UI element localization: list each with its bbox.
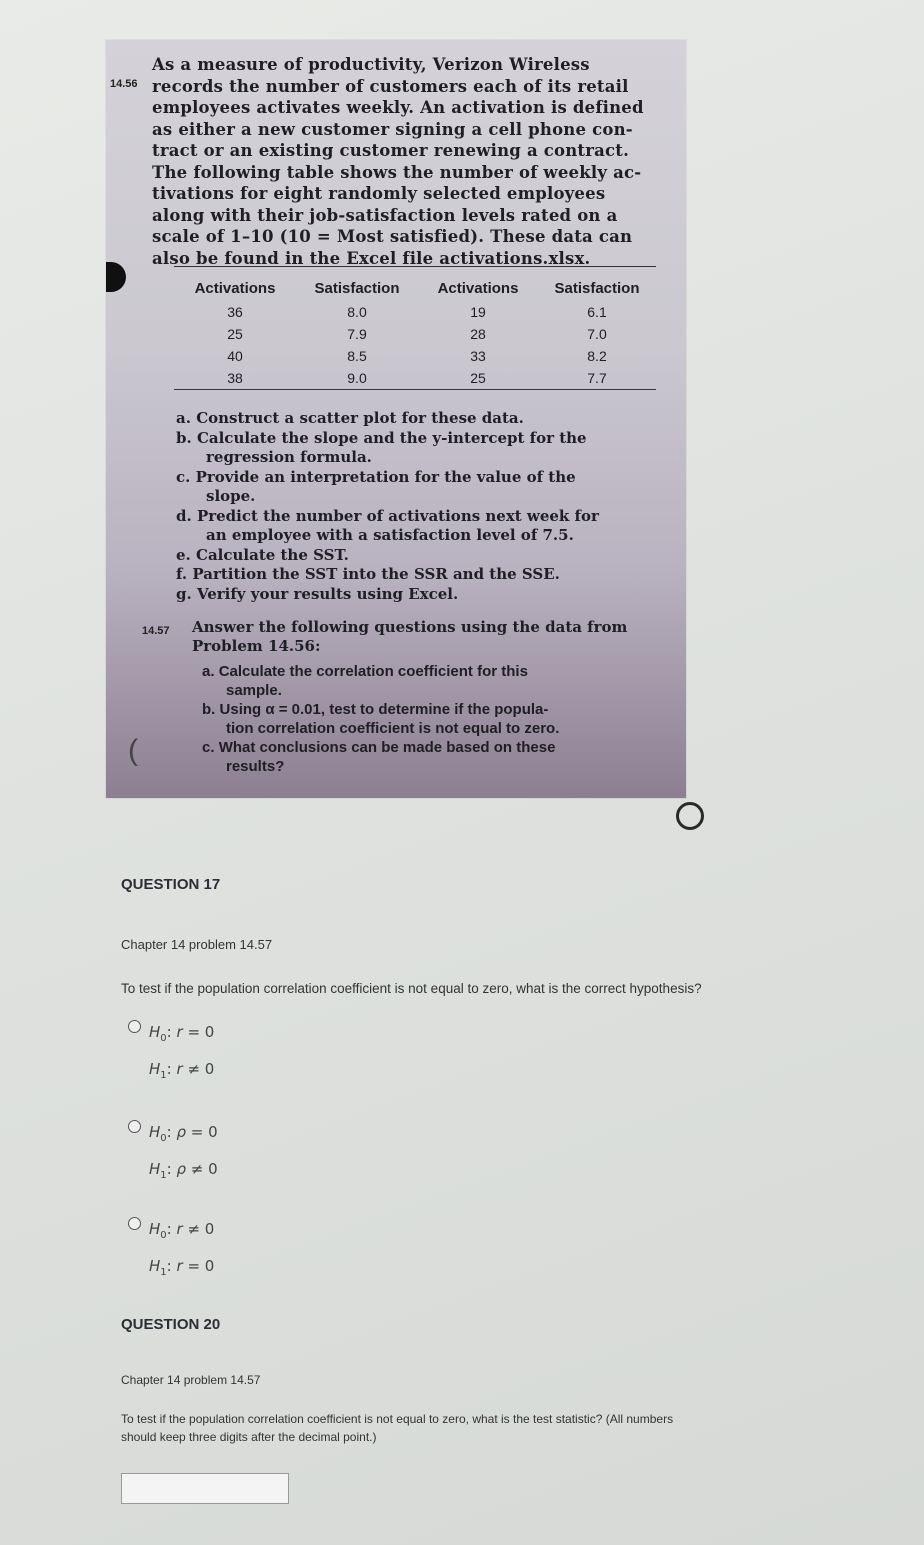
h0-variable: r [176, 1220, 183, 1238]
hypothesis-text: $H_0$: r ≠ 0 $H_1$: r = 0 [149, 1220, 215, 1278]
problem-part [142, 738, 662, 776]
hypothesis-text: $H_0$: r = 0 $H_1$: r ≠ 0 [149, 1023, 215, 1081]
part-text: Calculate the SST. [196, 545, 349, 564]
activations-table [174, 266, 656, 390]
problem-56-line: tivations for eight randomly selected employees [152, 184, 606, 203]
h1-variable: r [176, 1257, 183, 1275]
table-cell: 7.7 [587, 370, 607, 386]
part-label: a. [202, 663, 215, 680]
h1-value: 0 [204, 1257, 215, 1275]
problem-part [176, 468, 646, 507]
h0-variable: ρ [176, 1123, 187, 1141]
table-cell: 38 [227, 370, 243, 386]
hypothesis-option-2[interactable] [128, 1117, 218, 1191]
table-cell: 33 [470, 348, 486, 364]
problem-57-intro: Answer the following questions using the data from [192, 618, 628, 636]
problem-part [176, 507, 646, 546]
part-label: b. [176, 428, 192, 447]
h0-variable: r [176, 1023, 183, 1041]
h1-operator: ≠ [187, 1060, 201, 1078]
margin-bullet [106, 262, 126, 292]
table-cell: 25 [227, 326, 243, 342]
part-text-cont: an employee with a satisfaction level of 7.5. [206, 526, 574, 544]
h0-value: 0 [204, 1220, 215, 1238]
part-text: Partition the SST into the SSR and the SSE. [192, 565, 560, 583]
hypothesis-text: $H_0$: ρ = 0 $H_1$: ρ ≠ 0 [149, 1123, 218, 1181]
table-cell: 28 [470, 326, 486, 342]
part-label: e. [176, 545, 191, 564]
table-header: Satisfaction [554, 280, 640, 297]
part-text: Provide an interpretation for the value of the [195, 467, 576, 486]
problem-part [176, 409, 646, 429]
problem-part [142, 700, 662, 738]
table-header: Satisfaction [314, 280, 400, 297]
problem-part [176, 565, 646, 585]
part-text: What conclusions can be made based on these [218, 739, 556, 756]
problem-56-line: also be found in the Excel file activations.xlsx. [152, 248, 591, 268]
h0-operator: = [187, 1023, 201, 1041]
test-statistic-input[interactable] [121, 1473, 289, 1504]
question-20-prompt-line: should keep three digits after the decimal point.) [121, 1430, 377, 1444]
h0-operator: ≠ [187, 1220, 201, 1238]
part-text: Calculate the correlation coefficient for this [218, 663, 528, 680]
page-curl-mark: ( [128, 734, 138, 767]
h1-value: 0 [208, 1160, 218, 1178]
table-cell: 6.1 [587, 304, 607, 320]
problem-part [142, 662, 662, 700]
part-label: c. [176, 467, 191, 486]
part-text: Using α = 0.01, test to determine if the popula- [219, 701, 549, 718]
table-header: Activations [437, 280, 519, 297]
table-cell: 36 [227, 304, 243, 320]
problem-57-intro-cont: Problem 14.56: [192, 637, 321, 655]
h0-operator: = [190, 1123, 204, 1141]
part-text: Verify your results using Excel. [196, 584, 459, 603]
radio-button[interactable] [128, 1020, 141, 1033]
ring-icon [676, 802, 704, 830]
problem-part [176, 429, 646, 468]
problem-56-line: employees activates weekly. An activation is defined [152, 98, 644, 117]
hypothesis-option-1[interactable] [128, 1017, 214, 1091]
problem-56-line: tract or an existing customer renewing a contract. [152, 141, 630, 160]
part-text-cont: slope. [206, 487, 256, 505]
question-17-prompt: To test if the population correlation coefficient is not equal to zero, what is the correct hypothesis? [121, 981, 702, 996]
part-text: Calculate the slope and the y-intercept for the [196, 428, 587, 447]
table-cell: 7.9 [347, 326, 367, 342]
table-row [174, 323, 656, 345]
table-cell: 8.0 [347, 304, 367, 320]
h0-value: 0 [208, 1123, 218, 1141]
part-text-cont: regression formula. [206, 448, 372, 466]
problem-number-57: 14.57 [142, 625, 170, 637]
part-text: Construct a scatter plot for these data. [196, 409, 524, 427]
table-row [174, 367, 656, 389]
table-cell: 8.2 [587, 348, 607, 364]
table-row [174, 345, 656, 367]
table-cell: 9.0 [347, 370, 367, 386]
textbook-photo [106, 40, 686, 798]
problem-56-text [152, 54, 652, 269]
part-label: b. [202, 701, 216, 718]
h1-operator: ≠ [190, 1160, 204, 1178]
part-label: c. [202, 739, 215, 756]
part-text-cont: results? [226, 758, 285, 775]
part-text: Predict the number of activations next week for [196, 506, 599, 525]
question-17-meta: Chapter 14 problem 14.57 [121, 937, 273, 952]
problem-56-line: As a measure of productivity, Verizon Wireless [152, 55, 590, 74]
part-label: a. [176, 409, 191, 427]
problem-56-parts [176, 409, 646, 604]
table-cell: 7.0 [587, 326, 607, 342]
part-label: d. [176, 506, 192, 525]
table-cell: 25 [470, 370, 486, 386]
radio-button[interactable] [128, 1217, 141, 1230]
h0-value: 0 [204, 1023, 215, 1041]
table-cell: 19 [470, 304, 486, 320]
problem-57 [142, 618, 662, 776]
part-label: f. [176, 565, 188, 583]
problem-number-56: 14.56 [110, 78, 138, 90]
h1-variable: r [176, 1060, 183, 1078]
h1-variable: ρ [176, 1160, 187, 1178]
radio-button[interactable] [128, 1120, 141, 1133]
problem-part [176, 585, 646, 605]
question-20-prompt [121, 1412, 821, 1444]
question-17-title: QUESTION 17 [121, 876, 221, 893]
problem-56-line: The following table shows the number of weekly ac- [152, 162, 642, 182]
question-20-meta: Chapter 14 problem 14.57 [121, 1373, 261, 1387]
problem-56-line: scale of 1–10 (10 = Most satisfied). These data can [152, 227, 633, 246]
table-header: Activations [194, 280, 276, 297]
problem-56-line: as either a new customer signing a cell phone con- [152, 119, 633, 139]
h1-operator: = [187, 1257, 201, 1275]
problem-56-line: records the number of customers each of its retail [152, 76, 629, 96]
question-20-title: QUESTION 20 [121, 1316, 221, 1333]
h1-value: 0 [204, 1060, 215, 1078]
problem-56-line: along with their job-satisfaction levels rated on a [152, 205, 618, 225]
table-header-row [174, 267, 656, 301]
question-20-prompt-line: To test if the population correlation coefficient is not equal to zero, what is the test statistic? (All numbers [121, 1412, 674, 1426]
table-cell: 40 [227, 348, 243, 364]
part-text-cont: sample. [226, 682, 282, 699]
table-cell: 8.5 [347, 348, 367, 364]
problem-part [176, 546, 646, 566]
part-text-cont: tion correlation coefficient is not equal to zero. [226, 720, 560, 737]
hypothesis-option-3[interactable] [128, 1214, 214, 1288]
part-label: g. [176, 584, 192, 603]
table-row [174, 301, 656, 323]
